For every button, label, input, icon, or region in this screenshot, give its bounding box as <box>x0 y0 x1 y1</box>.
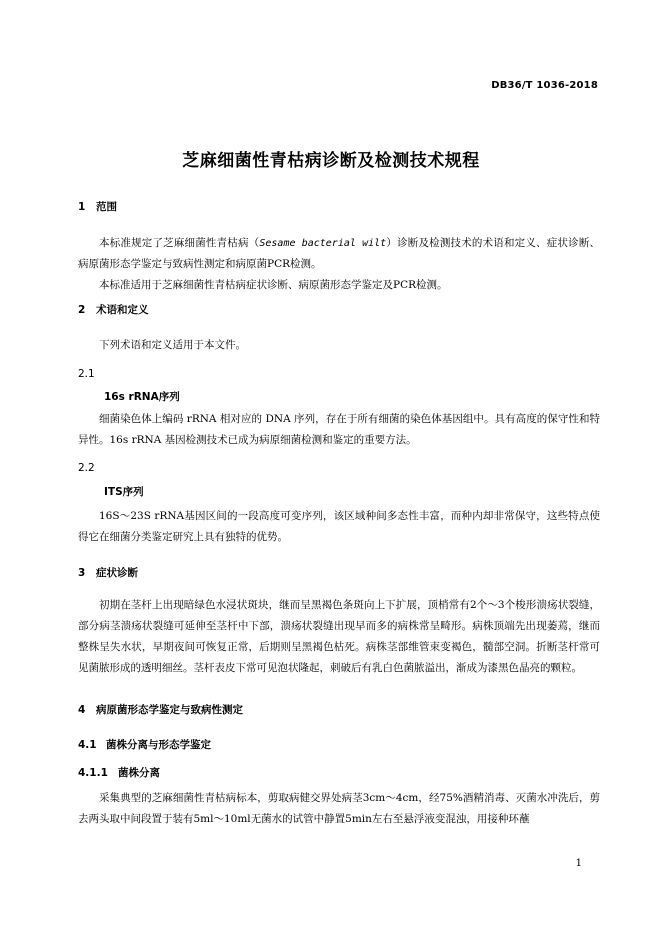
term-2-2-name: ITS序列 <box>104 486 144 498</box>
subsubsection-title: 菌株分离 <box>118 767 160 779</box>
section-number: 4 <box>78 704 86 716</box>
scope-paragraph-2: 本标准适用于芝麻细菌性青枯病症状诊断、病原菌形态学鉴定及PCR检测。 <box>99 279 448 291</box>
scope-paragraph-1: 本标准规定了芝麻细菌性青枯病（Sesame bacterial wilt）诊断及检测技术的术语和定义、症状诊断、病原菌形态学鉴定与致病性测定和病原菌PCR检测。 <box>78 237 601 270</box>
section-2-intro <box>78 335 600 356</box>
subsection-number: 4.1 <box>78 739 97 751</box>
section-title: 范围 <box>96 201 117 213</box>
section-4-1-heading <box>78 738 600 752</box>
document-title: 芝麻细菌性青枯病诊断及检测技术规程 <box>182 151 480 171</box>
subsection-title: 菌株分离与形态学鉴定 <box>106 739 211 751</box>
term-2-1-name: 16s rRNA序列 <box>104 391 180 403</box>
term-2-2-definition-block <box>78 506 600 548</box>
section-title: 病原菌形态学鉴定与致病性测定 <box>96 704 243 716</box>
isolation-paragraph: 采集典型的芝麻细菌性青枯病标本，剪取病健交界处病茎3cm～4cm，经75%酒精消毒、灭菌水冲洗后，剪去两头取中间段置于装有5ml～10ml无菌水的试管中静置5min左右至悬浮液变混浊，用接种环蘸 <box>78 792 600 825</box>
term-2-1-definition: 细菌染色体上编码 rRNA 相对应的 DNA 序列，存在于所有细菌的染色体基因组中。具有高度的保守性和特异性。16s rRNA 基因检测技术已成为病原细菌检测和鉴定的重要方法。 <box>78 413 600 446</box>
term-2-1-number: 2.1 <box>78 368 95 380</box>
subsubsection-number: 4.1.1 <box>78 767 108 779</box>
term-2-2-number: 2.2 <box>78 462 95 474</box>
section-4-1-1-body <box>78 788 600 830</box>
document-number: DB36/T 1036-2018 <box>491 80 598 91</box>
section-1-heading <box>78 200 600 214</box>
section-number: 3 <box>78 567 86 579</box>
section-2-heading <box>78 303 600 317</box>
term-2-1-definition-block <box>78 409 600 451</box>
section-1-body <box>78 233 600 296</box>
section-4-heading <box>78 703 600 717</box>
latin-name: Sesame bacterial wilt <box>259 238 387 249</box>
symptom-paragraph: 初期在茎杆上出现暗绿色水浸状斑块，继而呈黑褐色条斑向上下扩展，顶梢常有2个～3个梭形溃疡状裂缝，部分病茎溃疡状裂缝可延伸至茎杆中下部，溃疡状裂缝出现早而多的病株常呈畸形。病株顶端先出现萎蔫，继而整株呈失水状，早期夜间可恢复正常，后期则呈黑褐色枯死。病株茎部维管束变褐色，髓部空洞。折断茎杆常可见菌脓形成的透明细丝。茎杆表皮下常可见泡状隆起，刺破后有乳白色菌脓溢出，渐成为漆黑色晶亮的颗粒。 <box>78 599 600 674</box>
section-4-1-1-heading <box>78 766 600 780</box>
section-3-heading <box>78 566 600 580</box>
section-title: 症状诊断 <box>96 567 138 579</box>
section-number: 2 <box>78 304 86 316</box>
section-number: 1 <box>78 201 86 213</box>
page-number: 1 <box>575 858 582 869</box>
terms-intro: 下列术语和定义适用于本文件。 <box>99 339 246 351</box>
section-3-body <box>78 595 600 679</box>
term-2-2-definition: 16S～23S rRNA基因区间的一段高度可变序列，该区域种间多态性丰富，而种内却非常保守，这些特点使得它在细菌分类鉴定研究上具有独特的优势。 <box>78 510 600 543</box>
section-title: 术语和定义 <box>96 304 149 316</box>
